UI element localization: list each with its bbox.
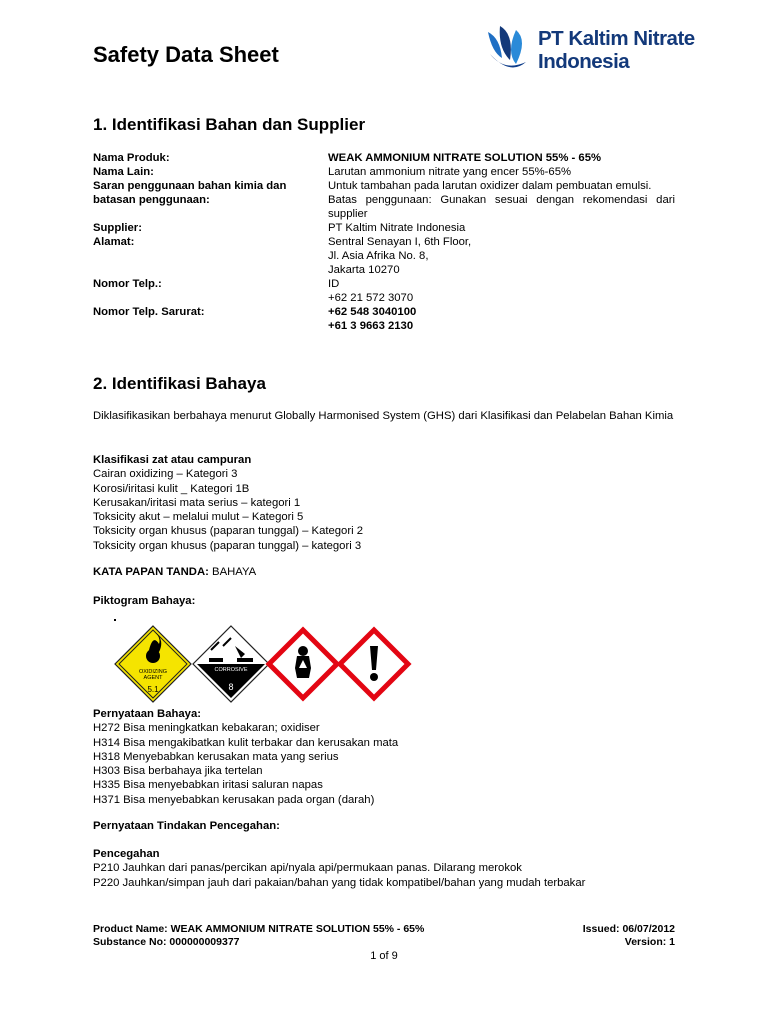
row-value-group: [328, 277, 675, 305]
row-label: Supplier:: [93, 222, 142, 234]
row-value-group: [328, 305, 675, 333]
row-value: +62 21 572 3070: [328, 292, 414, 304]
row-value: Batas penggunaan: Gunakan sesuai dengan rekomendasi dari supplier: [328, 194, 675, 220]
page-number: 1 of 9: [370, 950, 398, 962]
row-label: Saran penggunaan bahan kimia dan batasan penggunaan:: [93, 180, 287, 206]
row-label: Nomor Telp. Sarurat:: [93, 306, 205, 318]
section1-heading: 1. Identifikasi Bahan dan Supplier: [93, 115, 366, 134]
list-item: H272 Bisa meningkatkan kebakaran; oxidiser: [93, 722, 320, 735]
list-item: H314 Bisa mengakibatkan kulit terbakar dan kerusakan mata: [93, 736, 399, 749]
health-hazard-ghs-icon: [269, 630, 337, 698]
table-row: [93, 221, 675, 235]
row-value: Sentral Senayan I, 6th Floor,: [328, 236, 472, 248]
table-row: [93, 179, 675, 221]
page-title: Safety Data Sheet: [93, 42, 279, 67]
row-value: PT Kaltim Nitrate Indonesia: [328, 222, 466, 234]
row-value: Larutan ammonium nitrate yang encer 55%-65%: [328, 166, 572, 178]
oxidizing-text: OXIDIZING: [138, 669, 168, 675]
product-info-table: [93, 151, 675, 333]
row-value: ID: [328, 278, 340, 290]
list-item: Toksicity organ khusus (paparan tunggal) – Kategori 2: [93, 525, 364, 538]
footer-row: [93, 923, 675, 936]
hazard-pictograms: [113, 624, 413, 704]
hazard-title: Pernyataan Bahaya:: [93, 708, 201, 720]
row-value-group: [328, 179, 675, 221]
exclamation-ghs-icon: [340, 630, 408, 698]
row-value: +62 548 3040100: [328, 306, 417, 318]
list-item: Toksicity akut – melalui mulut – Kategori 5: [93, 511, 304, 524]
signal-word-line: [93, 565, 675, 579]
class-number: 5.1: [147, 685, 159, 694]
list-item: H335 Bisa menyebabkan iritasi saluran napas: [93, 779, 323, 792]
list-item: P210 Jauhkan dari panas/percikan api/nyala api/permukaan panas. Dilarang merokok: [93, 862, 522, 875]
row-value: Jl. Asia Afrika No. 8,: [328, 250, 429, 262]
precaution-title: Pernyataan Tindakan Pencegahan:: [93, 820, 280, 832]
row-label: Nomor Telp.:: [93, 278, 162, 290]
row-label: Nama Lain:: [93, 166, 154, 178]
row-label: Alamat:: [93, 236, 135, 248]
signal-label: KATA PAPAN TANDA:: [93, 566, 209, 578]
signal-value: BAHAYA: [212, 566, 257, 578]
oxidizing-agent-diamond-icon: [115, 626, 191, 702]
logo-line1: PT Kaltim Nitrate: [538, 27, 695, 50]
pictogram-title: Piktogram Bahaya:: [93, 595, 196, 607]
row-value-group: [328, 235, 675, 277]
stray-dot: [114, 619, 116, 621]
list-item: Korosi/iritasi kulit _ Kategori 1B: [93, 482, 250, 495]
footer-substance: Substance No: 000000009377: [93, 936, 240, 948]
footer-row: [93, 936, 675, 949]
table-row: [93, 305, 675, 333]
hazard-statements: [93, 707, 675, 807]
list-item: Cairan oxidizing – Kategori 3: [93, 468, 238, 481]
table-row: [93, 151, 675, 165]
list-item: H303 Bisa berbahaya jika tertelan: [93, 765, 263, 778]
list-item: H371 Bisa menyebabkan kerusakan pada organ (darah): [93, 793, 375, 806]
footer-issued: Issued: 06/07/2012: [582, 923, 675, 935]
corrosive-text: CORROSIVE: [214, 667, 248, 673]
row-value: WEAK AMMONIUM NITRATE SOLUTION 55% - 65%: [328, 152, 602, 164]
row-label: Nama Produk:: [93, 152, 170, 164]
prevention-block: [93, 847, 675, 890]
row-value: Jakarta 10270: [328, 264, 400, 276]
page-footer: [93, 923, 675, 949]
prevention-title: Pencegahan: [93, 848, 160, 860]
section2-heading: 2. Identifikasi Bahaya: [93, 374, 266, 393]
list-item: H318 Menyebabkan kerusakan mata yang serius: [93, 750, 339, 763]
list-item: Toksicity organ khusus (paparan tunggal) – kategori 3: [93, 539, 362, 552]
footer-version: Version: 1: [624, 936, 675, 948]
ghs-intro: Diklasifikasikan berbahaya menurut Globally Harmonised System (GHS) dari Klasifikasi dan Pelabelan Bahan Kimia: [93, 410, 674, 422]
class-number: 8: [228, 682, 234, 692]
list-item: P220 Jauhkan/simpan jauh dari pakaian/bahan yang tidak kompatibel/bahan yang mudah terbakar: [93, 876, 586, 889]
corrosive-diamond-icon: [193, 626, 269, 702]
table-row: [93, 165, 675, 179]
row-value: +61 3 9663 2130: [328, 320, 414, 332]
agent-text: AGENT: [143, 675, 163, 681]
logo-petals-icon: [488, 26, 526, 67]
table-row: [93, 235, 675, 277]
footer-product: Product Name: WEAK AMMONIUM NITRATE SOLUTION 55% - 65%: [93, 923, 425, 935]
logo-line2: Indonesia: [538, 50, 630, 73]
row-value: Untuk tambahan pada larutan oxidizer dalam pembuatan emulsi.: [328, 180, 652, 192]
table-row: [93, 277, 675, 305]
list-item: Kerusakan/iritasi mata serius – kategori 1: [93, 496, 301, 509]
classification-block: [93, 453, 675, 553]
classification-title: Klasifikasi zat atau campuran: [93, 454, 252, 466]
